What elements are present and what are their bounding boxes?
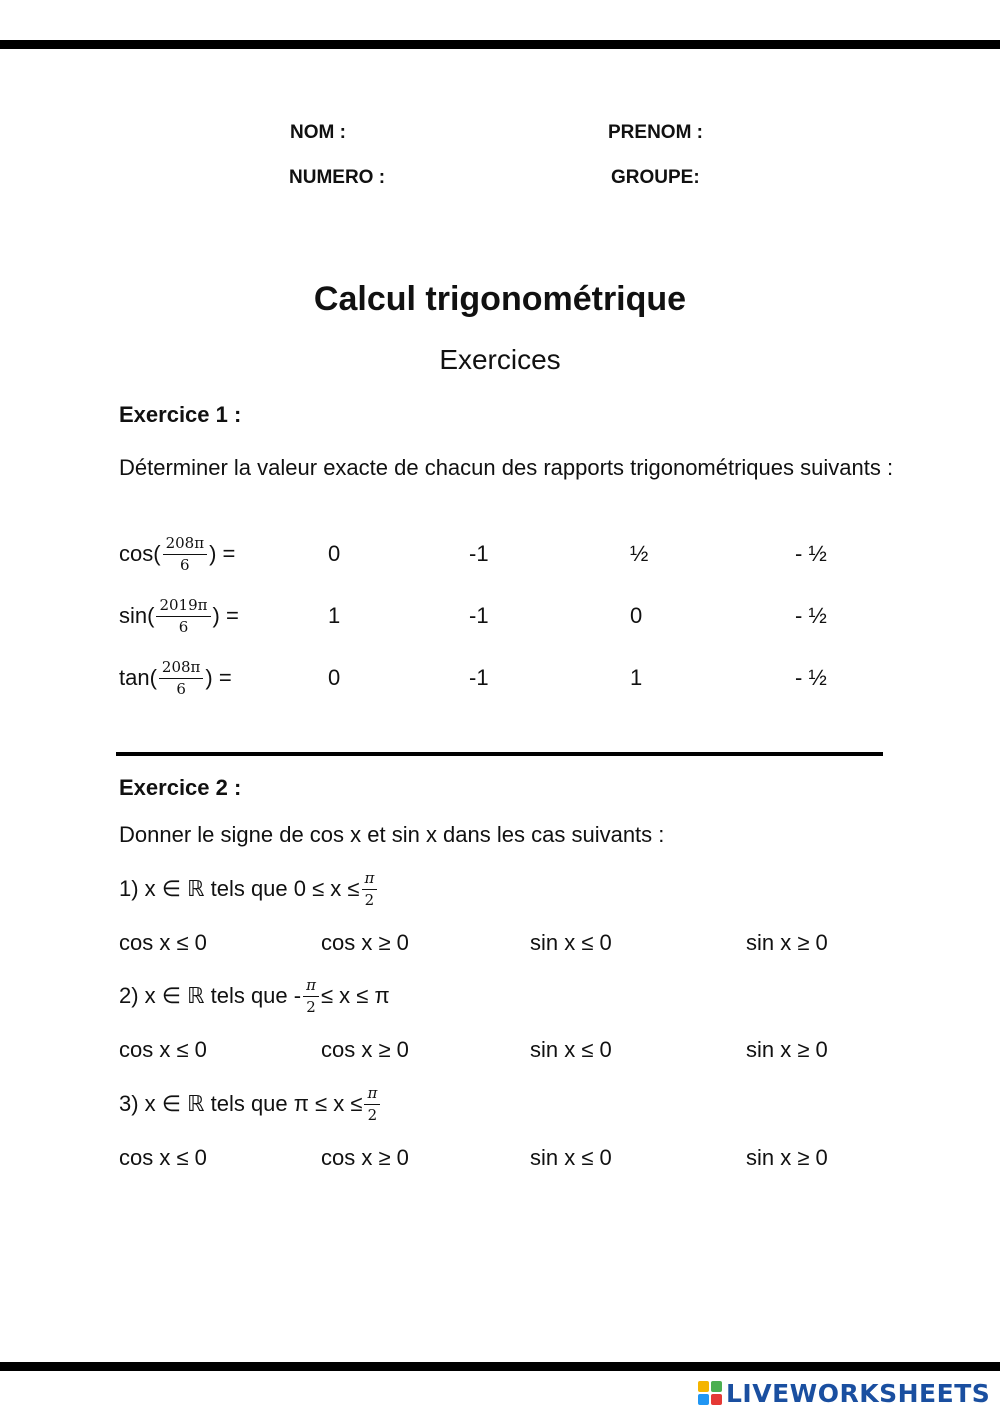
fraction xyxy=(156,597,210,635)
answer-option[interactable]: 0 xyxy=(328,665,341,690)
fraction xyxy=(159,659,204,697)
sign-choice[interactable]: sin x ≤ 0 xyxy=(530,1037,612,1062)
answer-option[interactable]: - ½ xyxy=(795,603,827,628)
function-name: cos( xyxy=(119,541,161,566)
fraction-numerator: 2019π xyxy=(156,597,210,617)
sign-choice[interactable]: cos x ≤ 0 xyxy=(119,1145,207,1170)
answer-option[interactable]: ½ xyxy=(630,541,649,566)
exercise1-title: Exercice 1 : xyxy=(119,402,242,427)
sign-choice[interactable]: cos x ≤ 0 xyxy=(119,1037,207,1062)
logo-text: LIVEWORKSHEETS xyxy=(726,1378,991,1408)
sign-choice[interactable]: sin x ≥ 0 xyxy=(746,930,828,955)
exercise1-row xyxy=(0,586,1000,646)
fraction-denominator: 6 xyxy=(178,617,189,636)
section-divider xyxy=(116,752,883,756)
case-condition: 1) x ∈ ℝ tels que 0 ≤ x ≤ xyxy=(119,876,360,901)
logo-square xyxy=(698,1394,709,1405)
answer-option[interactable]: -1 xyxy=(469,603,489,628)
exercise1-instruction: Déterminer la valeur exacte de chacun des rapports trigonométriques suivants : xyxy=(119,455,894,480)
answer-option[interactable]: - ½ xyxy=(795,665,827,690)
prenom-label: PRENOM : xyxy=(608,122,703,143)
exercise2-case xyxy=(119,1076,382,1132)
answer-option[interactable]: 1 xyxy=(328,603,341,628)
sign-choice[interactable]: cos x ≥ 0 xyxy=(321,930,409,955)
fraction xyxy=(362,870,378,908)
expression xyxy=(119,586,239,646)
bottom-border-rule xyxy=(0,1362,1000,1371)
expression xyxy=(119,648,232,708)
answer-option[interactable]: -1 xyxy=(469,541,489,566)
answer-option[interactable]: - ½ xyxy=(795,541,827,566)
top-border-rule xyxy=(0,40,1000,49)
case-condition: 3) x ∈ ℝ tels que π ≤ x ≤ xyxy=(119,1091,363,1116)
exercise2-case xyxy=(119,968,390,1024)
sign-choice[interactable]: cos x ≥ 0 xyxy=(321,1037,409,1062)
exercise2-case xyxy=(119,861,379,917)
answer-option[interactable]: 0 xyxy=(328,541,341,566)
fraction-numerator: 208π xyxy=(159,659,204,679)
page-title: Calcul trigonométrique xyxy=(313,280,687,318)
nom-label: NOM : xyxy=(290,122,346,143)
answer-option[interactable]: 0 xyxy=(630,603,643,628)
exercise2-title: Exercice 2 : xyxy=(119,775,242,800)
answer-option[interactable]: 1 xyxy=(630,665,643,690)
sign-choice[interactable]: sin x ≥ 0 xyxy=(746,1037,828,1062)
liveworksheets-logo xyxy=(698,1378,990,1408)
expression xyxy=(119,524,235,584)
fraction xyxy=(364,1085,380,1123)
fraction-numerator: π xyxy=(364,1085,380,1105)
equals-suffix: ) = xyxy=(209,541,236,566)
fraction xyxy=(163,535,208,573)
case-condition-suffix: ≤ x ≤ π xyxy=(320,983,390,1008)
fraction-denominator: 2 xyxy=(367,1105,378,1124)
fraction xyxy=(303,977,319,1015)
fraction-numerator: π xyxy=(362,870,378,890)
fraction-denominator: 6 xyxy=(180,555,190,574)
case-condition: 2) x ∈ ℝ tels que - xyxy=(119,983,302,1008)
function-name: tan( xyxy=(119,665,157,690)
fraction-numerator: π xyxy=(303,977,319,997)
fraction-denominator: 2 xyxy=(364,890,375,909)
logo-square xyxy=(711,1394,722,1405)
fraction-denominator: 6 xyxy=(176,679,186,698)
logo-square xyxy=(711,1381,722,1392)
page-subtitle: Exercices xyxy=(439,344,561,375)
function-name: sin( xyxy=(119,603,155,628)
equals-suffix: ) = xyxy=(205,665,232,690)
sign-choice[interactable]: cos x ≤ 0 xyxy=(119,930,207,955)
answer-option[interactable]: -1 xyxy=(469,665,489,690)
exercise1-row xyxy=(0,524,1000,584)
fraction-numerator: 208π xyxy=(163,535,208,555)
equals-suffix: ) = xyxy=(212,603,239,628)
numero-label: NUMERO : xyxy=(289,167,386,188)
sign-choice[interactable]: sin x ≤ 0 xyxy=(530,1145,612,1170)
logo-square xyxy=(698,1381,709,1392)
exercise1-row xyxy=(0,648,1000,708)
fraction-denominator: 2 xyxy=(306,997,316,1016)
sign-choice[interactable]: sin x ≥ 0 xyxy=(746,1145,828,1170)
exercise2-instruction: Donner le signe de cos x et sin x dans les cas suivants : xyxy=(119,822,665,847)
logo-mark-icon xyxy=(698,1381,722,1405)
groupe-label: GROUPE: xyxy=(611,167,700,188)
sign-choice[interactable]: cos x ≥ 0 xyxy=(321,1145,409,1170)
sign-choice[interactable]: sin x ≤ 0 xyxy=(530,930,612,955)
